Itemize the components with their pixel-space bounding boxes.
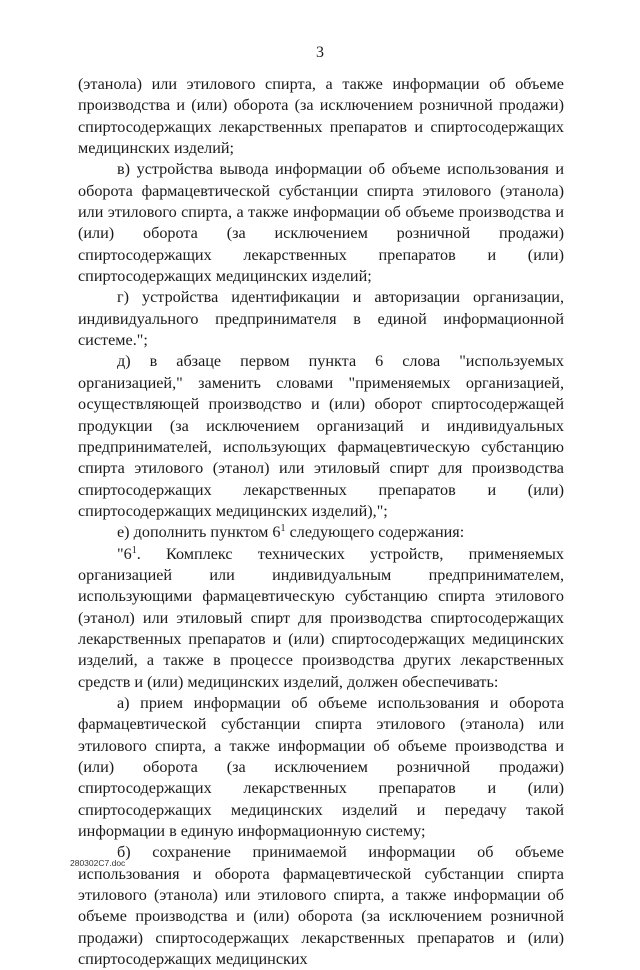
paragraph-clause-6-1 — [78, 544, 564, 693]
superscript: 1 — [280, 523, 286, 535]
paragraph-item-a: а) прием информации об объеме использования и оборота фармацевтической субстанции спирта этилового (этанола) или этилового спирта, а также информации об объеме производства и (или) оборота (за исключением розничной продажи) спиртосодержащих лекарственных препаратов и (или) спиртосодержащих медицинских изделий и передачу такой информации в единую информационную систему; — [78, 693, 564, 841]
page-number: 3 — [316, 44, 324, 61]
paragraph-item-e-text-after: следующего содержания: — [285, 523, 465, 542]
paragraph-clause-text-after: . Комплекс технических устройств, применяемых организацией или индивидуальным предпринимателем, использующими фармацевтическую субстанцию спирта этилового (этанол) или этиловый спирт для производства спиртосодержащих лекарственных препаратов и (или) спиртосодержащих медицинских изделий, а также в процессе производства других лекарственных средств и (или) медицинских изделий, должен обеспечивать: — [78, 544, 564, 691]
footer-filename: 280302C7.doc — [70, 858, 126, 868]
paragraph-item-v: в) устройства вывода информации об объеме использования и оборота фармацевтической субстанции спирта этилового (этанола) или этилового спирта, а также информации об объеме производства и (или) оборота (за исключением розничной продажи) спиртосодержащих лекарственных препаратов и (или) спиртосодержащих медицинских изделий; — [78, 160, 564, 286]
paragraph-item-g: г) устройства идентификации и авторизации организации, индивидуального предпринимателя в единой информационной системе."; — [78, 288, 564, 350]
paragraph-item-e-text-before: е) дополнить пунктом 6 — [117, 523, 281, 542]
document-body — [78, 74, 564, 970]
paragraph-item-b: б) сохранение принимаемой информации об объеме использования и оборота фармацевтической субстанции спирта этилового (этанола) или этилового спирта, а также информации об объеме производства и (или) оборота (за исключением розничной продажи) спиртосодержащих лекарственных препаратов и (или) спиртосодержащих медицинских — [78, 843, 564, 969]
paragraph-item-d: д) в абзаце первом пункта 6 слова "используемых организацией," заменить словами "применяемых организацией, осуществляющей производство и (или) оборот спиртосодержащей продукции (за исключением организаций и индивидуальных предпринимателей, использующих фармацевтическую субстанцию спирта этилового (этанол) или этиловый спирт для производства спиртосодержащих лекарственных препаратов и (или) спиртосодержащих медицинских изделий),"; — [78, 352, 564, 520]
superscript: 1 — [131, 544, 137, 556]
paragraph-continuation: (этанола) или этилового спирта, а также информации об объеме производства и (или) оборота (за исключением розничной продажи) спиртосодержащих лекарственных препаратов и спиртосодержащих медицинских изделий; — [78, 75, 564, 158]
paragraph-clause-text-before: "6 — [117, 544, 132, 563]
paragraph-item-e — [78, 522, 564, 543]
